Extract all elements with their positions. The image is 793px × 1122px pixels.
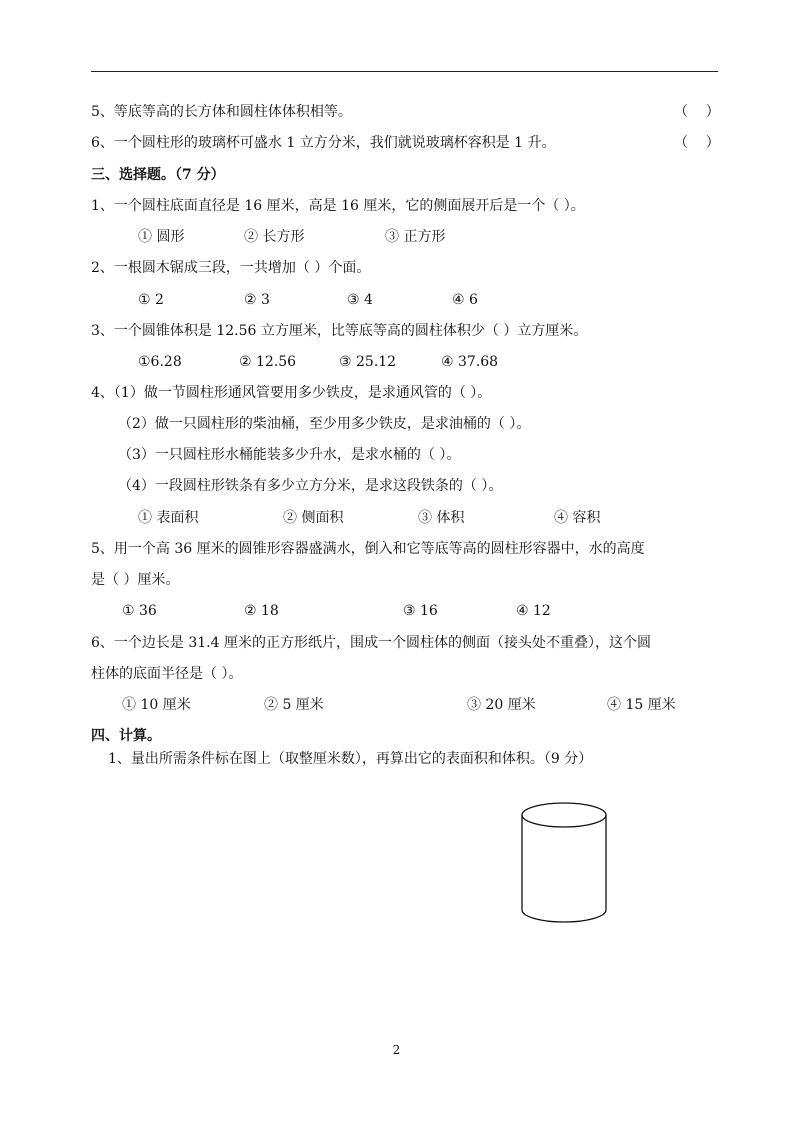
mc-q6-option-3[interactable]: ③ 20 厘米 [467,697,536,713]
mc-q2-option-1[interactable]: ① 2 [138,292,164,308]
mc-q3-option-2[interactable]: ② 12.56 [239,354,297,370]
mc-q1-option-2[interactable]: ② 长方形 [244,229,305,245]
calc-question-1: 1、量出所需条件标在图上（取整厘米数），再算出它的表面积和体积。（9 分） [108,751,593,767]
mc-question-6-continued: 柱体的底面半径是（ ）。 [91,666,243,682]
tf-answer-bracket-6[interactable]: （ ） [674,135,720,151]
mc-q5-option-2[interactable]: ② 18 [244,603,279,619]
mc-q5-option-1[interactable]: ① 36 [122,603,157,619]
mc-q4-option-2[interactable]: ② 侧面积 [283,510,344,526]
mc-q5-option-3[interactable]: ③ 16 [403,603,438,619]
tf-question-6: 6、一个圆柱形的玻璃杯可盛水 1 立方分米，我们就说玻璃杯容积是 1 升。 [91,135,556,151]
mc-question-1: 1、一个圆柱底面直径是 16 厘米，高是 16 厘米，它的侧面展开后是一个（ ）。 [91,198,585,214]
section-4-title: 四、计算。 [91,728,161,744]
mc-question-5: 5、用一个高 36 厘米的圆锥形容器盛满水，倒入和它等底等高的圆柱形容器中，水的高度 [91,541,645,557]
mc-question-3: 3、一个圆锥体积是 12.56 立方厘米，比等底等高的圆柱体积少（ ）立方厘米。 [91,323,588,339]
mc-q1-option-3[interactable]: ③ 正方形 [385,229,446,245]
mc-q3-option-1[interactable]: ①6.28 [138,354,182,370]
mc-q2-option-2[interactable]: ② 3 [244,292,270,308]
mc-q4-subquestion-2: （2）做一只圆柱形的柴油桶，至少用多少铁皮，是求油桶的（ ）。 [118,416,531,432]
mc-question-2: 2、一根圆木锯成三段，一共增加（ ）个面。 [91,260,371,276]
mc-q6-option-1[interactable]: ① 10 厘米 [122,697,191,713]
mc-q4-subquestion-4: （4）一段圆柱形铁条有多少立方分米，是求这段铁条的（ ）。 [118,478,503,494]
page-number: 2 [392,1043,401,1057]
tf-question-5: 5、等底等高的长方体和圆柱体体积相等。 [91,104,352,120]
mc-q2-option-4[interactable]: ④ 6 [452,292,478,308]
mc-question-5-continued: 是（ ）厘米。 [91,572,180,588]
cylinder-top-ellipse [522,803,606,827]
mc-q4-option-1[interactable]: ① 表面积 [138,510,199,526]
mc-q6-option-2[interactable]: ② 5 厘米 [264,697,324,713]
header-rule [91,71,718,72]
cylinder-bottom-arc [522,910,606,922]
mc-question-6: 6、一个边长是 31.4 厘米的正方形纸片，围成一个圆柱体的侧面（接头处不重叠），这个圆 [91,635,651,651]
mc-q1-option-1[interactable]: ① 圆形 [138,229,185,245]
cylinder-figure [519,800,611,928]
mc-question-4: 4、（1）做一节圆柱形通风管要用多少铁皮，是求通风管的（ ）。 [91,385,492,401]
mc-q2-option-3[interactable]: ③ 4 [347,292,373,308]
mc-q3-option-4[interactable]: ④ 37.68 [441,354,499,370]
mc-q6-option-4[interactable]: ④ 15 厘米 [607,697,676,713]
mc-q4-option-4[interactable]: ④ 容积 [554,510,601,526]
mc-q4-subquestion-3: （3）一只圆柱形水桶能装多少升水，是求水桶的（ ）。 [118,447,461,463]
section-3-title: 三、选择题。（7 分） [91,167,225,183]
mc-q4-option-3[interactable]: ③ 体积 [418,510,465,526]
mc-q3-option-3[interactable]: ③ 25.12 [339,354,397,370]
mc-q5-option-4[interactable]: ④ 12 [516,603,551,619]
tf-answer-bracket-5[interactable]: （ ） [674,104,720,120]
